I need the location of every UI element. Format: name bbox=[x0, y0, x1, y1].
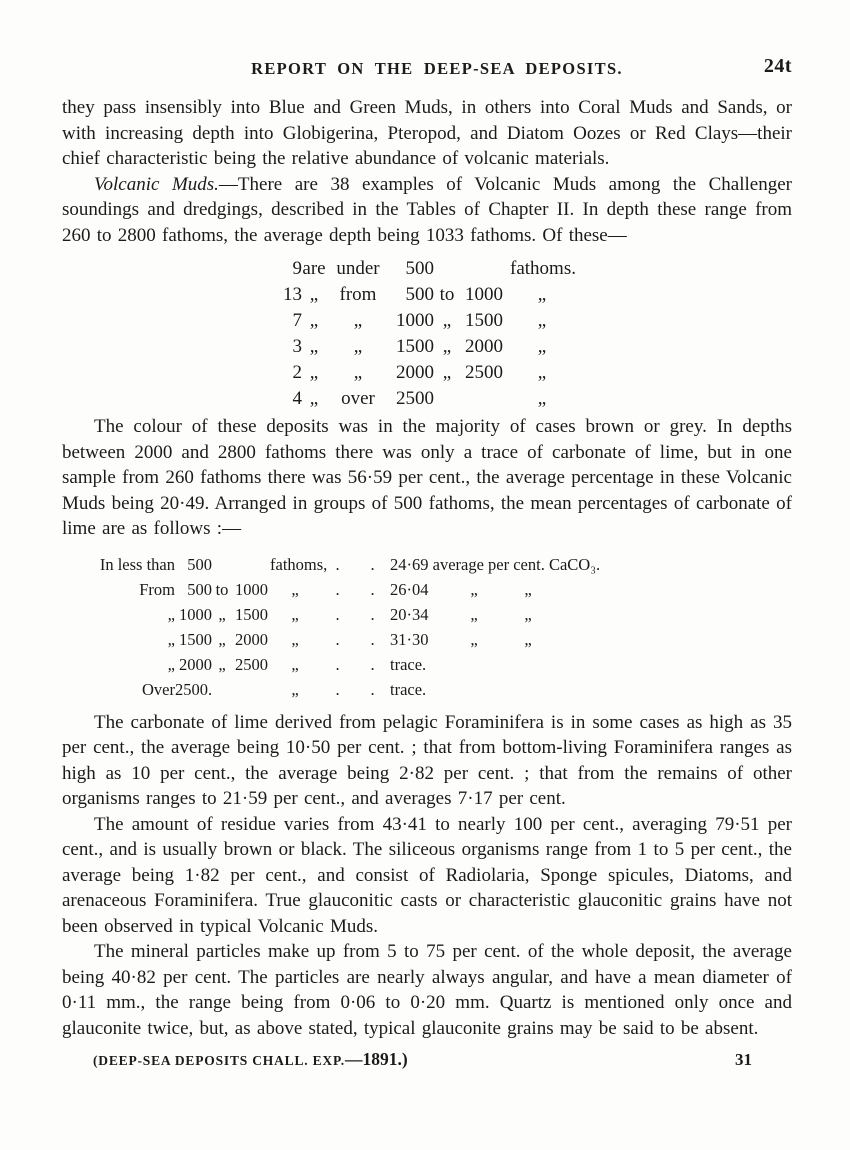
value-group bbox=[390, 577, 792, 602]
unit-label: „ bbox=[537, 388, 547, 409]
leader-dot: . bbox=[370, 554, 375, 574]
range-to bbox=[460, 386, 510, 412]
caco3-value: 24·69 average per cent. CaCO₃. bbox=[390, 554, 601, 574]
range-word: from bbox=[339, 284, 377, 305]
ditto-mark: „ bbox=[470, 579, 478, 599]
page-footer bbox=[62, 1047, 792, 1074]
value-group bbox=[390, 627, 792, 652]
range-to: 1000 bbox=[235, 579, 268, 599]
page-header bbox=[62, 55, 792, 83]
leader-dot: . bbox=[335, 554, 340, 574]
sounding-count: 3 bbox=[292, 336, 302, 357]
leader-dot: . bbox=[335, 604, 340, 624]
paragraph-residue: The amount of residue varies from 43·41 to nearly 100 per cent., averaging 79·51 per cent., and is usually brown or black. The siliceous organisms range from 1 to 5 per cent., the average being 1·82 per cent., and consist of Radiolaria, Sponge spicules, Diatoms, and arenaceous Foraminifera. True glauconitic casts or characteristic glauconitic grains have not been observed in typical Volcanic Muds. bbox=[62, 813, 792, 937]
range-from: 2000 bbox=[396, 362, 434, 383]
range-conjunction: to bbox=[439, 284, 455, 305]
range-word: „ bbox=[353, 310, 363, 331]
unit-label: „ bbox=[291, 679, 299, 699]
table-row bbox=[282, 334, 792, 360]
unit-label: „ bbox=[537, 284, 547, 305]
sounding-count: 4 bbox=[292, 388, 302, 409]
leader-dot: . bbox=[335, 629, 340, 649]
range-from: 500 bbox=[405, 258, 434, 279]
caco3-value: 20·34 bbox=[390, 604, 429, 624]
range-to: 2000 bbox=[235, 629, 268, 649]
leader-dot: . bbox=[370, 654, 375, 674]
unit-label: „ bbox=[291, 604, 299, 624]
range-from: 1000 bbox=[179, 604, 212, 624]
unit-label: „ bbox=[291, 629, 299, 649]
range-word: over bbox=[341, 388, 375, 409]
paragraph-volcanic-muds bbox=[62, 172, 792, 249]
depth-group-label: „ bbox=[167, 604, 175, 624]
range-to: 2000 bbox=[465, 336, 503, 357]
ditto-mark: „ bbox=[470, 629, 478, 649]
carbonate-of-lime-table bbox=[93, 552, 792, 702]
table-row bbox=[93, 602, 792, 627]
paragraph-mineral: The mineral particles make up from 5 to 75 per cent. of the whole deposit, the average being 40·82 per cent. The particles are nearly always angular, and have a mean diameter of 0·11 mm., the range being from 0·06 to 0·20 mm. Quartz is mentioned only once and glauconite twice, but, as above stated, typical glauconite grains may be said to be absent. bbox=[62, 941, 792, 1039]
value-group bbox=[390, 602, 792, 627]
depth-group-label: From bbox=[139, 579, 175, 599]
unit-label: „ bbox=[537, 310, 547, 331]
leader-dot: . bbox=[370, 579, 375, 599]
range-conjunction: „ bbox=[442, 310, 452, 331]
range-conjunction: to bbox=[215, 579, 229, 599]
ditto-mark: „ bbox=[524, 629, 532, 649]
range-to: 2500 bbox=[235, 654, 268, 674]
range-conjunction bbox=[212, 552, 232, 577]
depth-group-label: „ bbox=[167, 654, 175, 674]
table-row bbox=[93, 577, 792, 602]
body-text bbox=[62, 95, 792, 1074]
ditto-mark: „ bbox=[309, 362, 319, 383]
sounding-count: 9 bbox=[292, 258, 302, 279]
range-to: 1500 bbox=[235, 604, 268, 624]
running-head: REPORT ON THE DEEP-SEA DEPOSITS. bbox=[251, 59, 623, 78]
ditto-mark: „ bbox=[309, 284, 319, 305]
footer-imprint bbox=[93, 1047, 408, 1074]
range-conjunction: „ bbox=[442, 336, 452, 357]
unit-label: fathoms, bbox=[270, 554, 328, 574]
depth-group-label: In less than bbox=[99, 554, 175, 574]
table-row bbox=[93, 677, 792, 702]
table-row bbox=[282, 386, 792, 412]
ditto-mark: are bbox=[302, 258, 326, 279]
range-conjunction bbox=[212, 677, 232, 702]
volcanic-muds-rest: —There are 38 examples of Volcanic Muds among the Challenger soundings and dredgings, described in the Tables of Chapter II. In depth these range from 260 to 2800 fathoms, the average depth being 1033 fathoms. Of these— bbox=[62, 173, 792, 246]
paragraph-carbonate: The carbonate of lime derived from pelagic Foraminifera is in some cases as high as 35 per cent., the average being 10·50 per cent. ; that from bottom-living Foraminifera ranges as high as 10 per cent., the average being 2·82 per cent. ; that from the remains of other organisms ranges to 21·59 per cent., and averages 7·17 per cent. bbox=[62, 711, 792, 809]
unit-label: fathoms. bbox=[510, 258, 576, 279]
range-from: 1000 bbox=[396, 310, 434, 331]
range-word: „ bbox=[353, 362, 363, 383]
range-from: 1500 bbox=[396, 336, 434, 357]
range-word: under bbox=[336, 258, 380, 279]
range-conjunction bbox=[434, 256, 460, 282]
leader-dot: . bbox=[370, 604, 375, 624]
caco3-value: trace. bbox=[390, 654, 427, 674]
ditto-mark: „ bbox=[309, 336, 319, 357]
value-group bbox=[390, 652, 792, 677]
ditto-mark: „ bbox=[309, 310, 319, 331]
sounding-count: 13 bbox=[283, 284, 302, 305]
footer-imprint-caps: (DEEP-SEA DEPOSITS CHALL. EXP. bbox=[93, 1053, 345, 1068]
leader-dot: . bbox=[335, 579, 340, 599]
range-from: 2500 bbox=[396, 388, 434, 409]
range-from: 500 bbox=[405, 284, 434, 305]
unit-label: „ bbox=[291, 579, 299, 599]
range-from: 2000 bbox=[179, 654, 212, 674]
range-from: 500 bbox=[187, 554, 212, 574]
caco3-value: 31·30 bbox=[390, 629, 429, 649]
range-conjunction: „ bbox=[218, 604, 226, 624]
range-from: 500 bbox=[187, 579, 212, 599]
range-to: 2500 bbox=[465, 362, 503, 383]
caco3-value: trace. bbox=[390, 679, 427, 699]
unit-label: „ bbox=[291, 654, 299, 674]
signature-mark: 24t bbox=[763, 55, 792, 77]
caco3-value: 26·04 bbox=[390, 579, 429, 599]
leader-dot: . bbox=[335, 679, 340, 699]
depth-distribution-table bbox=[282, 256, 792, 412]
footer-imprint-year: —1891.) bbox=[344, 1049, 408, 1069]
paragraph-colour: The colour of these deposits was in the majority of cases brown or grey. In depths between 2000 and 2800 fathoms there was only a trace of carbonate of lime, but in one sample from 260 fathoms there was 56·59 per cent., the average percentage in these Volcanic Muds being 20·49. Arranged in groups of 500 fathoms, the mean percentages of carbonate of lime are as follows :— bbox=[62, 416, 792, 539]
table-row bbox=[282, 282, 792, 308]
unit-label: „ bbox=[537, 362, 547, 383]
range-to bbox=[460, 256, 510, 282]
table-row bbox=[93, 652, 792, 677]
range-conjunction: „ bbox=[442, 362, 452, 383]
value-group bbox=[390, 552, 792, 577]
unit-label: „ bbox=[537, 336, 547, 357]
leader-dot: . bbox=[370, 679, 375, 699]
table-row bbox=[93, 552, 792, 577]
ditto-mark: „ bbox=[309, 388, 319, 409]
range-from: 2500. bbox=[175, 679, 213, 699]
paragraph-continuation: they pass insensibly into Blue and Green Muds, in others into Coral Muds and Sands, or with increasing depth into Globigerina, Pteropod, and Diatom Oozes or Red Clays—their chief characteristic being the relative abundance of volcanic materials. bbox=[62, 97, 792, 169]
range-conjunction: „ bbox=[218, 629, 226, 649]
volcanic-muds-lead: Volcanic Muds. bbox=[94, 173, 219, 195]
sounding-count: 7 bbox=[292, 310, 302, 331]
range-to bbox=[232, 552, 270, 577]
ditto-mark: „ bbox=[470, 604, 478, 624]
table-row bbox=[93, 627, 792, 652]
table-row bbox=[282, 256, 792, 282]
table-row bbox=[282, 360, 792, 386]
range-conjunction: „ bbox=[218, 654, 226, 674]
range-to bbox=[232, 677, 270, 702]
range-to: 1000 bbox=[465, 284, 503, 305]
ditto-mark: „ bbox=[524, 604, 532, 624]
table-row bbox=[282, 308, 792, 334]
range-conjunction bbox=[434, 386, 460, 412]
range-from: 1500 bbox=[179, 629, 212, 649]
value-group bbox=[390, 677, 792, 702]
depth-group-label: Over bbox=[142, 679, 175, 699]
leader-dot: . bbox=[370, 629, 375, 649]
range-word: „ bbox=[353, 336, 363, 357]
leader-dot: . bbox=[335, 654, 340, 674]
range-to: 1500 bbox=[465, 310, 503, 331]
ditto-mark: „ bbox=[524, 579, 532, 599]
depth-group-label: „ bbox=[167, 629, 175, 649]
sounding-count: 2 bbox=[292, 362, 302, 383]
page-number: 31 bbox=[735, 1050, 752, 1069]
